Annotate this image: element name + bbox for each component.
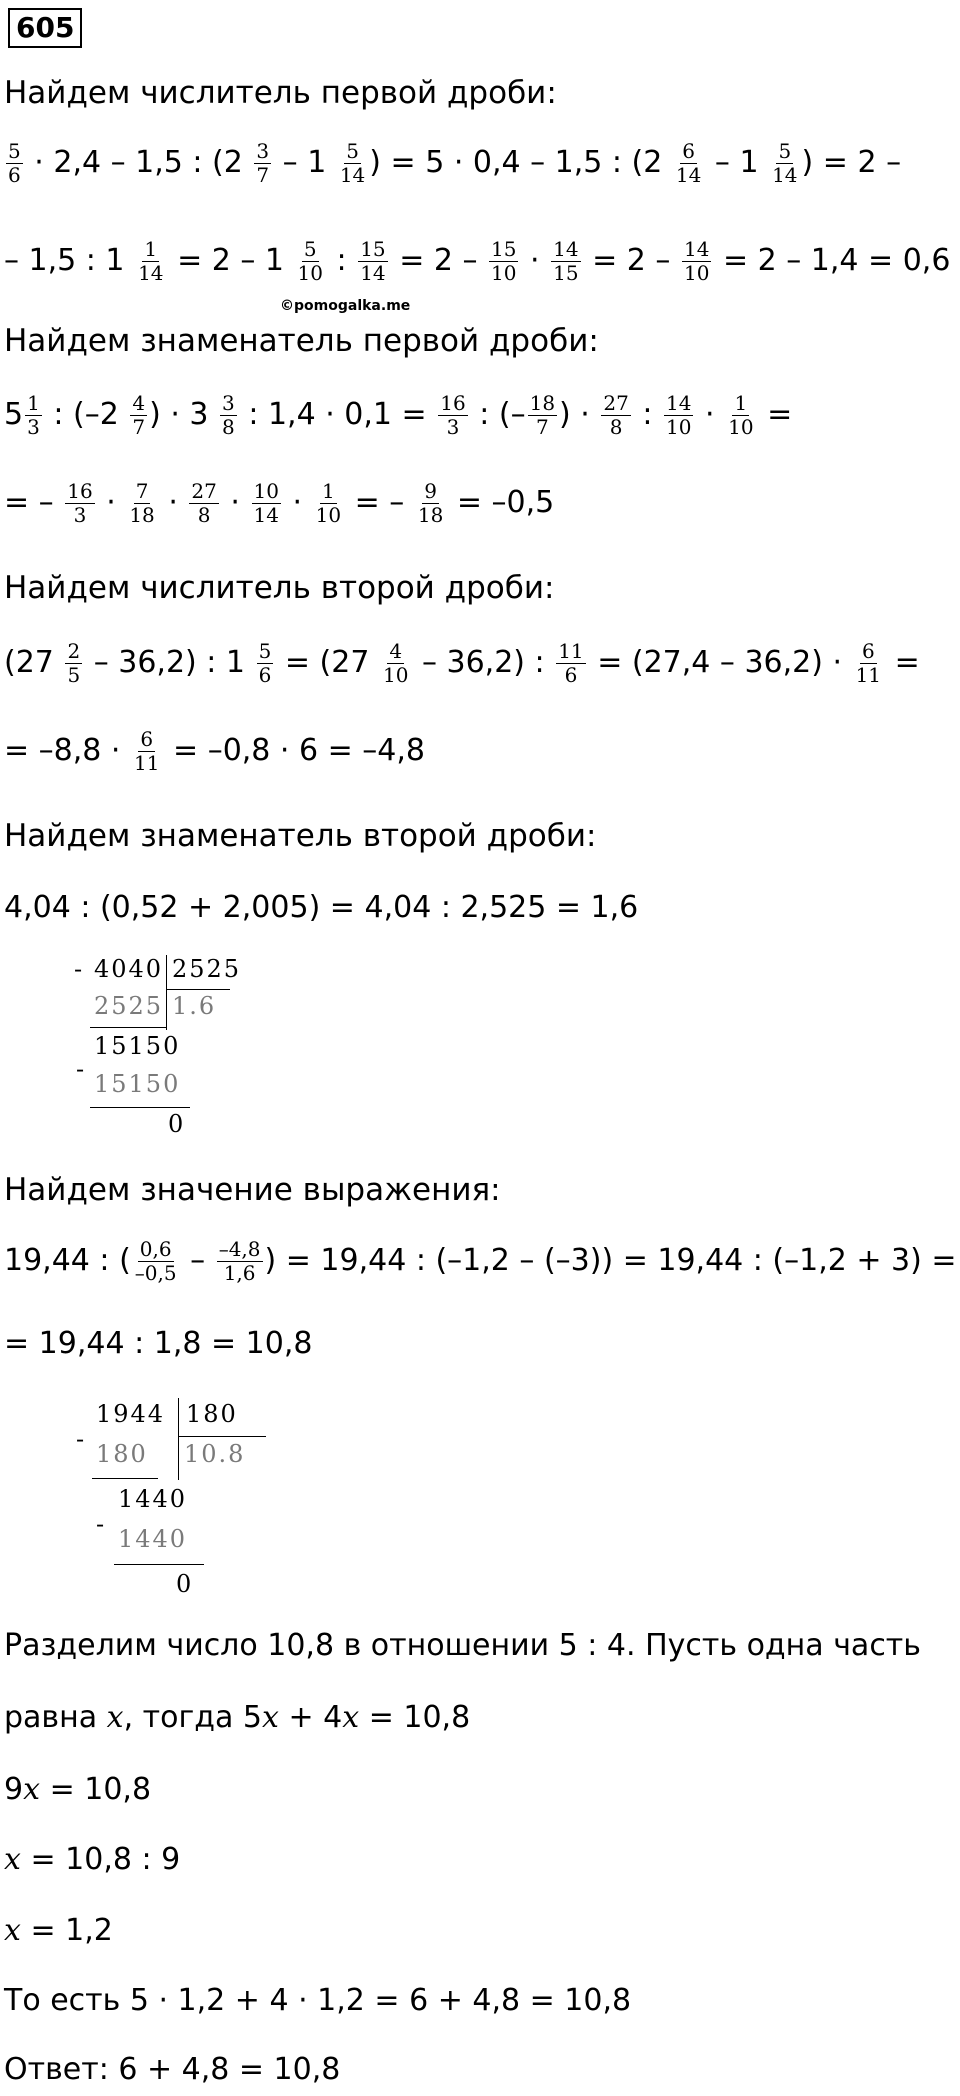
expr-part: · [530,243,540,278]
ld1-subtrahend-2: 15150 [94,1070,181,1098]
fraction: $\frac{5}{14}$ [339,139,366,187]
ld2-remainder-1: 1440 [118,1485,188,1513]
ld2-subtrahend-1: 180 [96,1440,148,1468]
expr-part: ) · [559,397,590,432]
fraction: $\frac{2}{5}$ [67,639,81,687]
expr-part: = 2 – 1,4 = 0,6 [722,243,951,278]
fraction: $\frac{3}{7}$ [256,139,270,187]
fraction: $\frac{5}{6}$ [8,139,21,187]
expr-part: , тогда 5 [123,1700,262,1735]
expr-part: = 10,8 [368,1700,471,1735]
fraction: $\frac{1}{10}$ [728,391,754,439]
expr-part: равна [4,1700,98,1735]
expr-part: : [336,243,347,278]
expr-part: : (–2 [53,397,119,432]
expr-part: · [705,397,715,432]
fraction: $\frac{14}{10}$ [683,237,710,285]
expr-part: (27 [4,645,54,680]
expr-part: : [642,397,653,432]
fraction: $\frac{16}{3}$ [440,391,466,439]
ld2-minus: - [76,1425,87,1453]
expr-part: = [894,645,920,680]
expr-part: ) · 3 [149,397,209,432]
variable-x: x [4,1842,21,1877]
fraction: $\frac{5}{14}$ [772,139,798,187]
ld1-quotient: 1.6 [172,992,217,1020]
calc-line-3 [4,392,792,439]
ld1-remainder-1: 15150 [94,1032,181,1060]
expr-part: – 1 [714,145,759,180]
fraction: $\frac{7}{18}$ [129,479,155,527]
fraction: $\frac{6}{14}$ [675,139,702,187]
fraction: $\frac{10}{14}$ [253,479,279,527]
ld1-divisor: 2525 [172,955,242,983]
variable-x: x [106,1700,124,1735]
fraction: $\frac{-4,8}{1,6}$ [218,1237,261,1285]
fraction: $\frac{1}{10}$ [315,479,342,527]
text-line-6: То есть 5 · 1,2 + 4 · 1,2 = 6 + 4,8 = 10,8 [4,1983,632,2018]
expr-part: · [292,485,303,520]
fraction: $\frac{4}{10}$ [382,639,409,687]
expr-part: – 1,5 : 1 [4,243,125,278]
fraction: $\frac{16}{3}$ [67,479,93,527]
ld2-minus: - [96,1510,107,1538]
fraction: $\frac{1}{3}$ [27,391,40,439]
expr-part: = – [354,485,405,520]
fraction: $\frac{1}{14}$ [138,237,164,285]
calc-line-9: = 19,44 : 1,8 = 10,8 [4,1326,313,1361]
expr-part: = –8,8 · [4,733,121,768]
expr-part: 5 [4,397,24,432]
expr-part: = 10,8 [49,1772,152,1807]
fraction: $\frac{11}{6}$ [558,639,584,687]
expr-part: 19,44 : ( [4,1243,131,1278]
fraction: $\frac{15}{14}$ [360,237,386,285]
watermark: ©pomogalka.me [280,298,411,314]
heading-denominator-2: Найдем знаменатель второй дроби: [4,818,597,854]
fraction: $\frac{0,6}{-0,5}$ [134,1237,177,1285]
expr-part: 9 [4,1772,24,1807]
expr-part: · [168,485,178,520]
expr-part: · [106,485,116,520]
fraction: $\frac{6}{11}$ [855,639,882,687]
expr-part: – [190,1243,206,1278]
expr-part: · 2,4 – 1,5 : (2 [34,145,243,180]
expr-part: = (27 [284,645,370,680]
fraction: $\frac{18}{7}$ [529,391,556,439]
expr-part: = 10,8 : 9 [30,1842,181,1877]
variable-x: x [262,1700,279,1735]
ld1-remainder-final: 0 [168,1110,186,1138]
ld1-minus: - [76,1055,87,1083]
expr-part: ) = 5 · 0,4 – 1,5 : (2 [369,145,663,180]
expr-part: = –0,5 [456,485,555,520]
expr-part: – 1 [282,145,327,180]
expr-part: = (27,4 – 36,2) · [597,645,843,680]
expr-part: = –0,8 · 6 = –4,8 [173,733,426,768]
fraction: $\frac{4}{7}$ [132,391,146,439]
heading-numerator-1: Найдем числитель первой дроби: [4,75,557,111]
expr-part: = [767,397,793,432]
text-line-4 [4,1842,180,1877]
expr-part: · [230,485,240,520]
fraction: $\frac{14}{10}$ [666,391,692,439]
ld2-subtrahend-2: 1440 [118,1525,188,1553]
heading-expression-value: Найдем значение выражения: [4,1172,501,1208]
ld1-dividend: 4040 [94,955,164,983]
calc-line-6 [4,728,425,775]
expr-part: + 4 [288,1700,343,1735]
text-line-5 [4,1913,113,1948]
fraction: $\frac{27}{8}$ [191,479,217,527]
expr-part: : 1,4 · 0,1 = [248,397,427,432]
fraction: $\frac{5}{6}$ [258,639,272,687]
expr-part: ) = 2 – [801,145,902,180]
calc-line-8 [4,1238,957,1285]
fraction: $\frac{3}{8}$ [222,391,235,439]
text-line-2 [4,1700,470,1735]
ld2-quotient: 10.8 [184,1440,246,1468]
expr-part: = 2 – [399,243,478,278]
expr-part: – 36,2) : 1 [93,645,246,680]
variable-x: x [4,1913,21,1948]
expr-part: = 2 – [592,243,671,278]
fraction: $\frac{27}{8}$ [603,391,629,439]
text-line-3 [4,1772,151,1807]
expr-part: = 1,2 [30,1913,113,1948]
problem-number: 605 [8,8,82,48]
expr-part: ) = 19,44 : (–1,2 – (–3)) = 19,44 : (–1,2 + 3) = [264,1243,957,1278]
fraction: $\frac{14}{15}$ [553,237,579,285]
expr-part: = 2 – 1 [177,243,284,278]
variable-x: x [23,1772,41,1807]
heading-denominator-1: Найдем знаменатель первой дроби: [4,323,599,359]
expr-part: – 36,2) : [421,645,545,680]
calc-line-7: 4,04 : (0,52 + 2,005) = 4,04 : 2,525 = 1,6 [4,890,639,925]
ld1-subtrahend-1: 2525 [94,992,164,1020]
calc-line-1 [4,140,901,187]
variable-x: x [342,1700,360,1735]
ld2-dividend: 1944 [96,1400,166,1428]
ld1-minus: - [74,955,85,983]
expr-part: = – [4,485,54,520]
calc-line-5 [4,640,920,687]
ld2-remainder-final: 0 [176,1570,194,1598]
calc-line-2 [4,238,950,285]
answer-line: Ответ: 6 + 4,8 = 10,8 [4,2052,341,2087]
ld2-divisor: 180 [186,1400,238,1428]
calc-line-4 [4,480,554,527]
fraction: $\frac{9}{18}$ [417,479,444,527]
fraction: $\frac{5}{10}$ [297,237,323,285]
heading-numerator-2: Найдем числитель второй дроби: [4,570,555,606]
text-line-1: Разделим число 10,8 в отношении 5 : 4. Пусть одна часть [4,1628,921,1663]
fraction: $\frac{6}{11}$ [134,727,160,775]
expr-part: : (– [479,397,526,432]
fraction: $\frac{15}{10}$ [491,237,517,285]
